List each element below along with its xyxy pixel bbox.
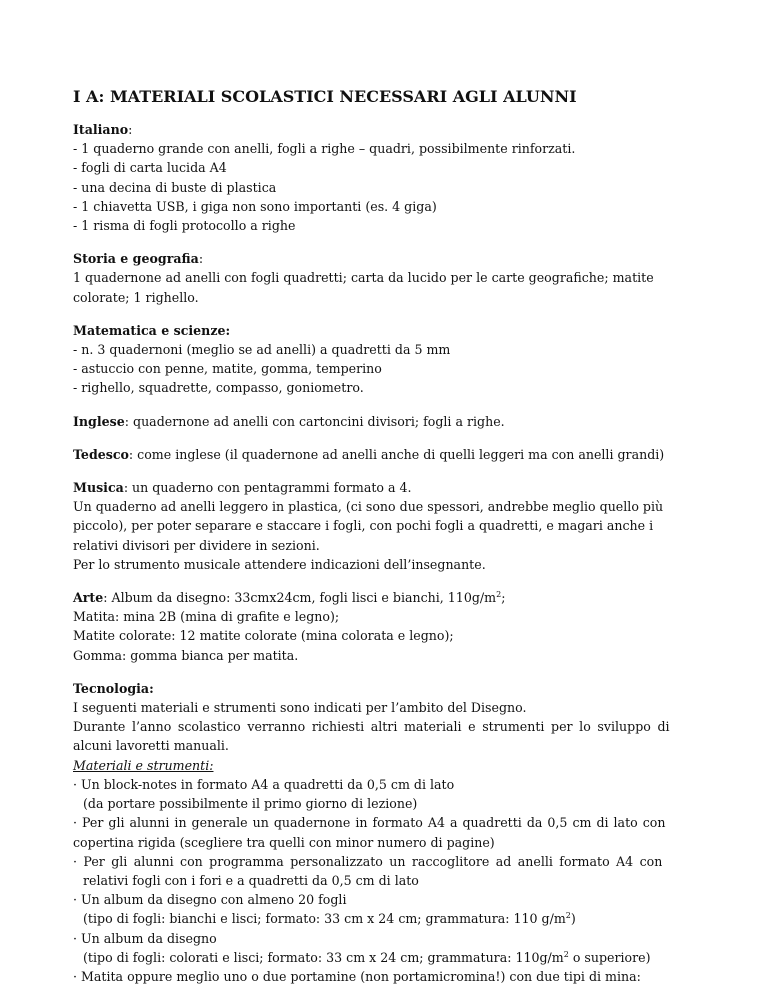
heading-arte: Arte [73, 590, 104, 606]
section-arte: Arte: Album da disegno: 33cmx24cm, fogli lisci e bianchi, $110g/m^2$; Matita: mina 2B (mina di grafite e legno); Matite colorate: 12 matite colorate (mina colorata e legno); Gomma: gomma bianca per matita. [73, 588, 703, 665]
section-musica [73, 478, 703, 574]
subheading-materiali: Materiali e strumenti: [73, 757, 214, 773]
text-line: Per lo strumento musicale attendere indicazioni dell’insegnante. [73, 556, 486, 572]
arte-first: : Album da disegno: 33cmx24cm, fogli lisci e bianchi, 110g/m [103, 590, 497, 606]
text-line: Un quaderno ad anelli leggero in plastica, (ci sono due spessori, andrebbe meglio quello più [73, 499, 664, 515]
heading-storia: Storia e geografia [73, 251, 199, 267]
list-item: · Un block-notes in formato A4 a quadretti da 0,5 cm di lato [73, 776, 455, 792]
text-line: Durante l’anno scolastico verranno richiesti altri materiali e strumenti per lo sviluppo di [73, 719, 670, 735]
list-item-note: copertina rigida (scegliere tra quelli con minor numero di pagine) [73, 834, 495, 850]
list-item-note: (tipo di fogli: colorati e lisci; formato: 33 cm x 24 cm; grammatura: 110g/m [83, 949, 564, 965]
heading-inglese: Inglese [73, 413, 125, 429]
list-item: - 1 quaderno grande con anelli, fogli a righe – quadri, possibilmente rinforzati. [73, 141, 576, 157]
heading-italiano: Italiano [73, 122, 129, 137]
list-item: · Per gli alunni con programma personalizzato un raccoglitore ad anelli formato A4 con [73, 853, 663, 869]
section-storia: Storia e geografia: 1 quadernone ad anelli con fogli quadretti; carta da lucido per le carte geografiche; matite colorate; 1 righello. [73, 249, 703, 307]
list-item: - una decina di buste di plastica [73, 179, 277, 195]
text-line: relativi divisori per dividere in sezioni. [73, 537, 320, 553]
musica-first: : un quaderno con pentagrammi formato a 4. [123, 480, 412, 496]
inglese-text: : quadernone ad anelli con cartoncini divisori; fogli a righe. [124, 413, 505, 429]
text-line: Matite colorate: 12 matite colorate (mina colorata e legno); [73, 628, 454, 644]
document-page [73, 86, 703, 996]
list-item: · Per gli alunni in generale un quadernone in formato A4 a quadretti da 0,5 cm di lato con [73, 815, 666, 831]
list-item: · Un album da disegno [73, 930, 217, 946]
text-line: alcuni lavoretti manuali. [73, 738, 229, 754]
list-item: - astuccio con penne, matite, gomma, temperino [73, 361, 382, 377]
heading-musica: Musica [73, 480, 124, 496]
section-tecnologia: Tecnologia: I seguenti materiali e strumenti sono indicati per l’ambito del Disegno. Durante l’anno scolastico verranno richiesti altri materiali e strumenti per lo sviluppo di alcuni lavoretti manuali. Materiali e strumenti: · Un block-notes in formato A4 a quadretti da 0,5 cm di lato (da portare possibilmente il primo giorno di lezione) · Per gli alunni in generale un quadernone in formato A4 a quadretti da 0,5 cm di lato con copertina rigida (scegliere tra quelli con minor numero di pagine) · Per gli alunni con programma personalizzato un raccoglitore ad anelli formato A4 con relativi fogli con i fori e a quadretti da 0,5 cm di lato · Un album da disegno con almeno 20 fogli (tipo di fogli: bianchi e lisci; formato: 33 cm x 24 cm; grammatura: 110 $g/m^2$) · Un album da disegno (tipo di fogli: colorati e lisci; formato: 33 cm x 24 cm; grammatura: $110g/m^2$ o superiore) · Matita oppure meglio uno o due portamine (non portamicromina!) con due tipi di mina: [73, 679, 703, 986]
text-line: Matita: mina 2B (mina di grafite e legno); [73, 609, 340, 625]
text-line: piccolo), per poter separare e staccare i fogli, con pochi fogli a quadretti, e magari anche i [73, 518, 654, 534]
text-line: Gomma: gomma bianca per matita. [73, 647, 299, 663]
text-line: I seguenti materiali e strumenti sono indicati per l’ambito del Disegno. [73, 700, 527, 716]
section-inglese [73, 412, 703, 431]
list-item-note: (da portare possibilmente il primo giorno di lezione) [83, 796, 418, 812]
heading-matematica: Matematica e scienze: [73, 322, 231, 338]
list-item: · Matita oppure meglio uno o due portamine (non portamicromina!) con due tipi di mina: [73, 968, 641, 984]
list-item: - righello, squadrette, compasso, goniometro. [73, 380, 364, 396]
list-item: - fogli di carta lucida A4 [73, 160, 227, 176]
section-italiano: Italiano: - 1 quaderno grande con anelli, fogli a righe – quadri, possibilmente rinforzati. - fogli di carta lucida A4 - una decina di buste di plastica - 1 chiavetta USB, i giga non sono importanti (es. 4 giga) - 1 risma di fogli protocollo a righe [73, 120, 703, 235]
list-item: - n. 3 quadernoni (meglio se ad anelli) a quadretti da 5 mm [73, 342, 451, 358]
list-item-note: (tipo di fogli: bianchi e lisci; formato: 33 cm x 24 cm; grammatura: 110 g/m [83, 911, 566, 927]
text-line: colorate; 1 righello. [73, 289, 199, 305]
tedesco-text: : come inglese (il quadernone ad anelli anche di quelli leggeri ma con anelli grandi) [128, 446, 665, 462]
section-matematica [73, 321, 703, 398]
list-item: · Un album da disegno con almeno 20 fogli [73, 892, 347, 908]
heading-tedesco: Tedesco [73, 446, 129, 462]
heading-tecnologia: Tecnologia: [73, 680, 154, 696]
list-item: - 1 risma di fogli protocollo a righe [73, 218, 296, 234]
page-title: I A: MATERIALI SCOLASTICI NECESSARI AGLI ALUNNI [73, 87, 577, 106]
list-item: - 1 chiavetta USB, i giga non sono importanti (es. 4 giga) [73, 198, 437, 214]
text-line: 1 quadernone ad anelli con fogli quadretti; carta da lucido per le carte geografiche; matite [73, 270, 654, 286]
list-item-note: relativi fogli con i fori e a quadretti da 0,5 cm di lato [83, 872, 419, 888]
section-tedesco [73, 445, 703, 464]
